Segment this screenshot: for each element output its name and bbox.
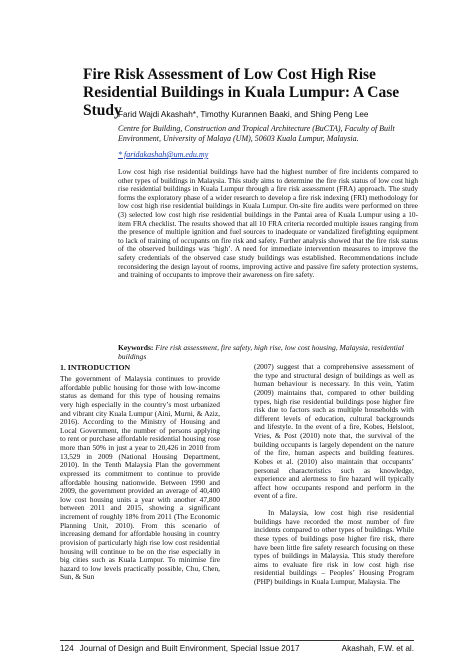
intro-paragraph-2: (2007) suggest that a comprehensive assessment of the type and structural design of buildings as well as human behaviour is necessary. In this vein, Yatim (2009) maintains that, compared to other building types, high rise residential buildings pose higher fire risk due to factors such as multiple households with different levels of education, cultural backgrounds and lifestyle. In the event of a fire, Kobes, Helsloot, Vries, & Post (2010) note that, the survival of the building occupants is largely dependent on the nature of the fire, human aspects and building features. Kobes et al. (2010) also maintain that occupants’ personal characteristics such as knowledge, experience and alertness to fire hazard will typically affect how occupants respond and perform in the event of a fire.: [254, 362, 414, 501]
footer-author: Akashah, F.W. et al.: [341, 644, 414, 653]
journal-name: Journal of Design and Built Environment, Special Issue 2017: [79, 644, 300, 653]
affiliation: Centre for Building, Construction and Tropical Architecture (BuCTA), Faculty of Built Environment, University of Malaya (UM), 50603 Kuala Lumpur, Malaysia.: [118, 124, 395, 144]
section-heading: 1. INTRODUCTION: [60, 363, 131, 372]
keywords: [118, 343, 418, 361]
intro-paragraph-3: In Malaysia, low cost high rise residential buildings have recorded the most number of fire incidents compared to other types of buildings. While these types of buildings pose higher fire risk, there have been little fire safety research focusing on these types of buildings in Malaysia. This study therefore aims to evaluate fire risk in low cost high rise residential buildings – Peoples’ Housing Program (PHP) buildings in Kuala Lumpur, Malaysia. The: [254, 508, 414, 586]
abstract: Low cost high rise residential buildings have had the highest number of fire incidents compared to other types of buildings in Malaysia. This study aims to determine the fire risk status of low cost high rise residential buildings in Kuala Lumpur through a fire risk assessment (FRA) approach. The study forms the exploratory phase of a wider research to develop a fire risk indexing (FRI) methodology for low cost high rise residential buildings in Kuala Lumpur. On-site fire audits were performed on three (3) selected low cost high rise residential buildings in the Pantai area of Kuala Lumpur using a 10-item FRA checklist. The results showed that all 10 FRA criteria recorded multiple issues ranging from the presence of multiple ignition and fuel sources to inadequate or vandalized firefighting equipment to lack of training of occupants on fire risk and safety. Further analysis showed that the fire risk status of the observed buildings was ‘high’. A need for immediate intervention measures to improve the safety credentials of the observed case study buildings was established. Recommendations include reconsidering the design layout of rooms, improving active and passive fire safety protection systems, and training of occupants to improve their awareness on fire safety.: [118, 167, 418, 280]
intro-paragraph-1: The government of Malaysia continues to provide affordable public housing for those with low-income status as demand for this type of housing remains very high especially in the country’s most urbanized and vibrant city Kuala Lumpur (Aini, Murni, & Aziz, 2016). According to the Ministry of Housing and Local Government, the number of persons applying to rent or purchase affordable residential housing rose more than 50% in just a year to 20,426 in 2010 from 13,529 in 2009 (National Housing Department, 2010). In the Tenth Malaysia Plan the government expressed its commitment to continue to provide affordable housing nationwide. Between 1990 and 2009, the government provided an average of 40,400 low cost housing units a year with another 47,800 between 2011 and 2015, showing a significant increment of roughly 18% from 2011 (The Economic Planning Unit, 2010). From this scenario of increasing demand for affordable housing in country provision of particularly high rise low cost residential housing will continue to be on the rise especially in big cities such as Kuala Lumpur. To minimise fire hazard to low levels practically possible, Chu, Chen, Sun, & Sun: [60, 374, 220, 582]
keywords-text: Fire risk assessment, fire safety, high rise, low cost housing, Malaysia, residential buildings: [118, 343, 404, 361]
right-column: [254, 363, 414, 595]
author-list: Farid Wajdi Akashah*, Timothy Kurannen Baaki, and Shing Peng Lee: [118, 110, 369, 119]
email-link[interactable]: * faridakashah@um.edu.my: [118, 150, 209, 159]
paper-title: Fire Risk Assessment of Low Cost High Rise Residential Buildings in Kuala Lumpur: A Case Study: [83, 66, 400, 119]
page-number: 124: [60, 644, 74, 653]
keywords-label: Keywords:: [118, 343, 154, 352]
left-column: [60, 375, 220, 590]
footer-divider: [60, 640, 414, 641]
page-footer: [60, 644, 414, 654]
